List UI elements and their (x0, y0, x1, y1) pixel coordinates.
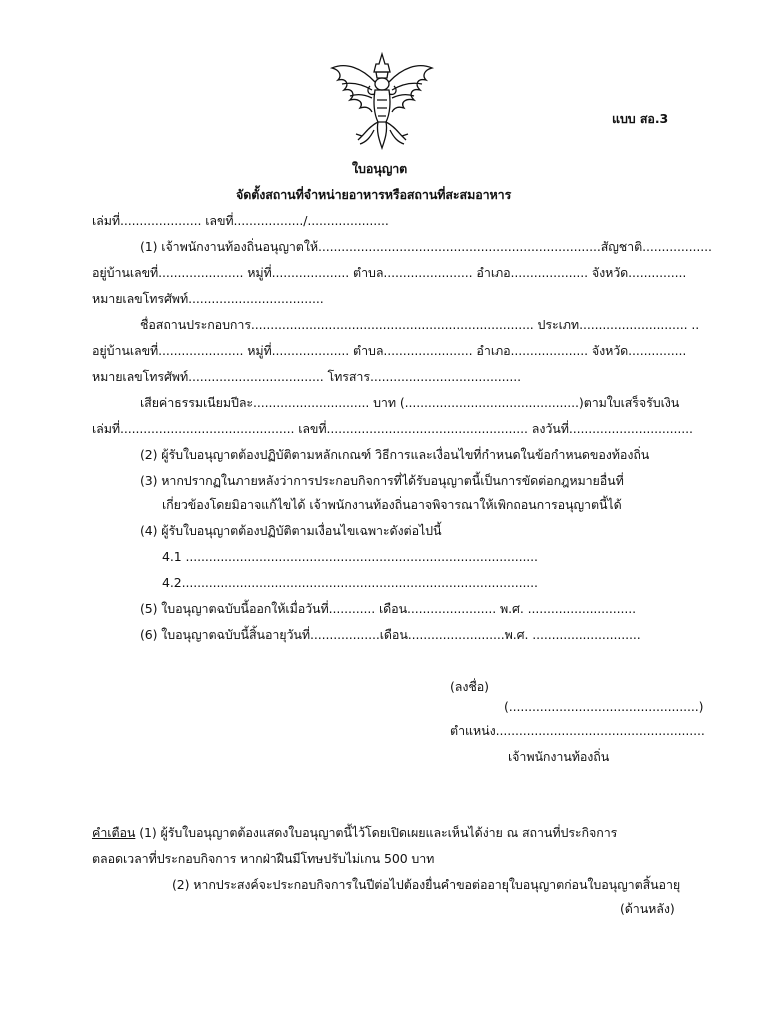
clause-2: (2) ผู้รับใบอนุญาตต้องปฏิบัติตามหลักเกณฑ์ วิธีการและเงื่อนไขที่กำหนดในข้อกำหนดของท้องถิ่น (140, 447, 650, 462)
signature-name-line: (.................................................) (504, 699, 704, 714)
document-title: ใบอนุญาต (352, 161, 408, 176)
garuda-emblem-icon (326, 50, 438, 150)
form-code: แบบ สอ.3 (612, 111, 669, 126)
back-side-note: (ด้านหลัง) (620, 901, 675, 916)
warning-line-1-continued: ตลอดเวลาที่ประกอบกิจการ หากฝ่าฝืนมีโทษปรับไม่เกน 500 บาท (92, 851, 435, 866)
book-number-line: เล่มที่..................... เลขที่................../..................... (92, 213, 389, 228)
fee-line: เสียค่าธรรมเนียมปีละ.............................. บาท (.............................................)ตามใบเสร็จรับเงิน (140, 395, 680, 410)
warning-label: คำเตือน (92, 825, 136, 840)
warning-line-1 (92, 824, 617, 842)
clause-3-continued: เกี่ยวข้องโดยมิอาจแก้ไขได้ เจ้าพนักงานท้องถิ่นอาจพิจารณาให้เพิกถอนการอนุญาตนี้ได้ (162, 497, 622, 512)
signature-officer-title: เจ้าพนักงานท้องถิ่น (508, 749, 610, 764)
clause-4: (4) ผู้รับใบอนุญาตต้องปฏิบัติตามเงื่อนไขเฉพาะดังต่อไปนี้ (140, 523, 442, 538)
clause-5-issue-date: (5) ใบอนุญาตฉบับนี้ออกให้เมื่อวันที่............ เดือน....................... พ.ศ. ............................ (140, 601, 637, 616)
holder-address-line: อยู่บ้านเลขที่...................... หมู่ที่.................... ตำบล....................... อำเภอ.................... จังหวัด............... (92, 265, 687, 280)
warning-text-1: (1) ผู้รับใบอนุญาตต้องแสดงใบอนุญาตนี้ไว้โดยเปิดเผยและเห็นได้ง่าย ณ สถานที่ประกิจการ (139, 825, 618, 840)
receipt-line: เล่มที่............................................. เลขที่.................................................... ลงวันที่................................ (92, 421, 693, 436)
clause-6-expiry-date: (6) ใบอนุญาตฉบับนี้สิ้นอายุวันที่..................เดือน.........................พ.ศ. ............................ (140, 627, 641, 642)
signature-position-line: ตำแหน่ง...................................................... (450, 723, 705, 738)
clause-1-permit-holder: (1) เจ้าพนักงานท้องถิ่นอนุญาตให้.........................................................................สัญชาติ.................. (140, 239, 712, 254)
condition-4-2: 4.2............................................................................................ (162, 575, 538, 590)
condition-4-1: 4.1 ........................................................................................... (162, 549, 538, 564)
warning-line-2: (2) หากประสงค์จะประกอบกิจการในปีต่อไปต้องยื่นคำขอต่ออายุใบอนุญาตก่อนใบอนุญาตสิ้นอายุ (172, 877, 681, 892)
clause-3: (3) หากปรากฏในภายหลังว่าการประกอบกิจการที่ได้รับอนุญาตนี้เป็นการขัดต่อกฎหมายอื่นที่ (140, 473, 624, 488)
document-subtitle: จัดตั้งสถานที่จำหน่ายอาหารหรือสถานที่สะสมอาหาร (236, 187, 512, 202)
business-address-line: อยู่บ้านเลขที่...................... หมู่ที่.................... ตำบล....................... อำเภอ.................... จังหวัด............... (92, 343, 687, 358)
business-phone-fax-line: หมายเลขโทรศัพท์................................... โทรสาร....................................... (92, 369, 522, 384)
signature-label: (ลงชื่อ) (450, 679, 489, 694)
holder-phone-line: หมายเลขโทรศัพท์................................... (92, 291, 324, 306)
business-name-line: ชื่อสถานประกอบการ......................................................................... ประเภท............................ .. (140, 317, 700, 332)
